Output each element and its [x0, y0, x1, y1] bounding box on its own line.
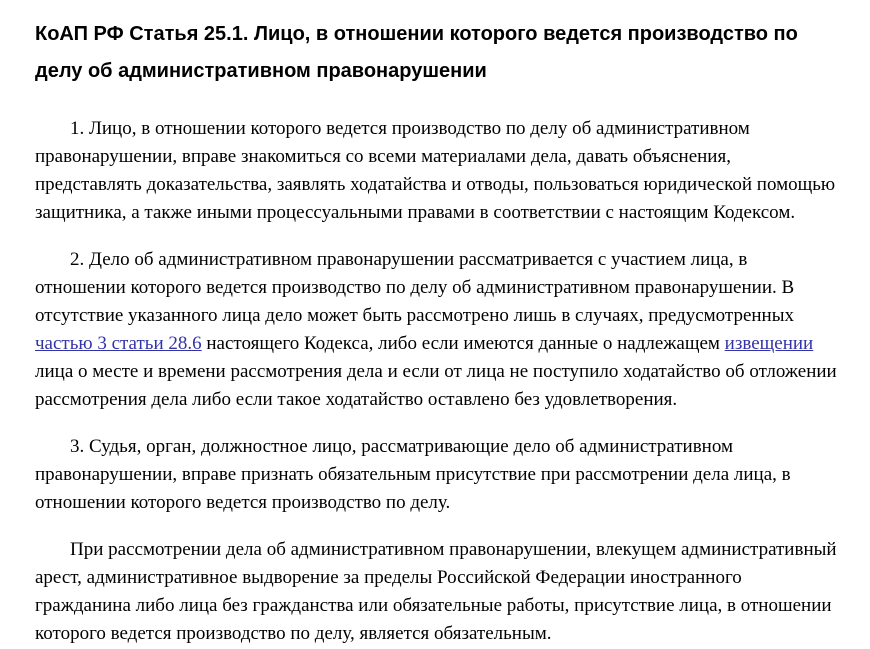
link-article-28-6-part-3[interactable]: частью 3 статьи 28.6 — [35, 333, 202, 354]
paragraph-part-3 — [35, 433, 841, 517]
paragraph-text: 1. Лицо, в отношении которого ведется производство по делу об административном правонарушении, вправе знакомиться со всеми материалами дела, давать объяснения, представлять доказательства, заявлять ходатайства и отводы, пользоваться юридической помощью защитника, а также иными процессуальными правами в соответствии с настоящим Кодексом. — [35, 118, 836, 223]
paragraph-text: лица о месте и времени рассмотрения дела и если от лица не поступило ходатайство об отложении рассмотрения дела либо если такое ходатайство оставлено без удовлетворения. — [35, 361, 837, 410]
paragraph-part-1 — [35, 115, 841, 227]
paragraph-text: 2. Дело об административном правонарушении рассматривается с участием лица, в отношении которого ведется производство по делу об административном правонарушении. В отсутствие указанного лица дело может быть рассмотрено лишь в случаях, предусмотренных — [35, 249, 795, 326]
article-body — [35, 115, 841, 648]
paragraph-text: 3. Судья, орган, должностное лицо, рассматривающие дело об административном правонарушении, вправе признать обязательным присутствие при рассмотрении дела лица, в отношении которого ведется производство по делу. — [35, 436, 791, 513]
paragraph-part-2 — [35, 246, 841, 414]
link-notification[interactable]: извещении — [724, 333, 814, 354]
article-title: КоАП РФ Статья 25.1. Лицо, в отношении которого ведется производство по делу об административном правонарушении — [35, 23, 798, 82]
paragraph-text: При рассмотрении дела об административном правонарушении, влекущем административный арест, административное выдворение за пределы Российской Федерации иностранного гражданина либо лица без гражданства или обязательные работы, присутствие лица, в отношении которого ведется производство по делу, является обязательным. — [35, 539, 837, 644]
paragraph-part-4 — [35, 536, 841, 648]
paragraph-text: настоящего Кодекса, либо если имеются данные о надлежащем — [201, 333, 725, 354]
